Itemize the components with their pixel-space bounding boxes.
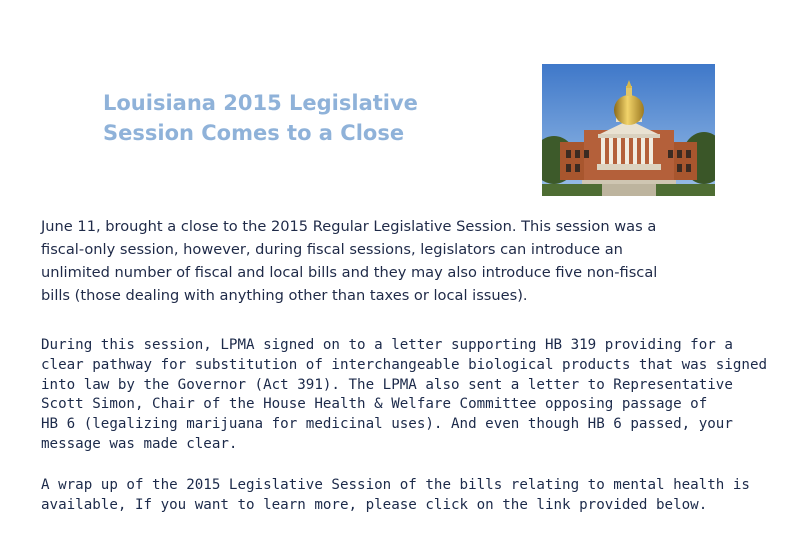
article-title-line-1: Louisiana 2015 Legislative: [103, 91, 418, 115]
text-line: unlimited number of fiscal and local bills and they may also introduce five non-fiscal: [41, 264, 658, 281]
text-line: into law by the Governor (Act 391). The LPMA also sent a letter to Representative: [41, 376, 733, 393]
text-line: bills (those dealing with anything other than taxes or local issues).: [41, 287, 528, 304]
text-line: clear pathway for substitution of interchangeable biological products that was signed: [41, 356, 768, 373]
text-line: fiscal-only session, however, during fiscal sessions, legislators can introduce an: [41, 241, 623, 258]
text-line: During this session, LPMA signed on to a letter supporting HB 319 providing for a: [41, 337, 733, 353]
text-line: Scott Simon, Chair of the House Health & Welfare Committee opposing passage of: [41, 396, 708, 413]
text-line: available, If you want to learn more, please click on the link provided below.: [41, 496, 708, 513]
state-capitol-photo: [542, 64, 715, 196]
paragraph-session-close: [41, 215, 781, 307]
capitol-building-image: [542, 64, 715, 196]
article-title-line-2: Session Comes to a Close: [103, 121, 405, 145]
paragraph-lpma-actions: [41, 336, 781, 455]
article-title: [103, 88, 523, 148]
text-line: message was made clear.: [41, 435, 238, 452]
text-line: June 11, brought a close to the 2015 Regular Legislative Session. This session was a: [41, 218, 657, 235]
text-line: A wrap up of the 2015 Legislative Session of the bills relating to mental health is: [41, 477, 750, 493]
paragraph-wrap-up: [41, 476, 781, 516]
text-line: HB 6 (legalizing marijuana for medicinal uses). And even though HB 6 passed, your: [41, 416, 733, 433]
